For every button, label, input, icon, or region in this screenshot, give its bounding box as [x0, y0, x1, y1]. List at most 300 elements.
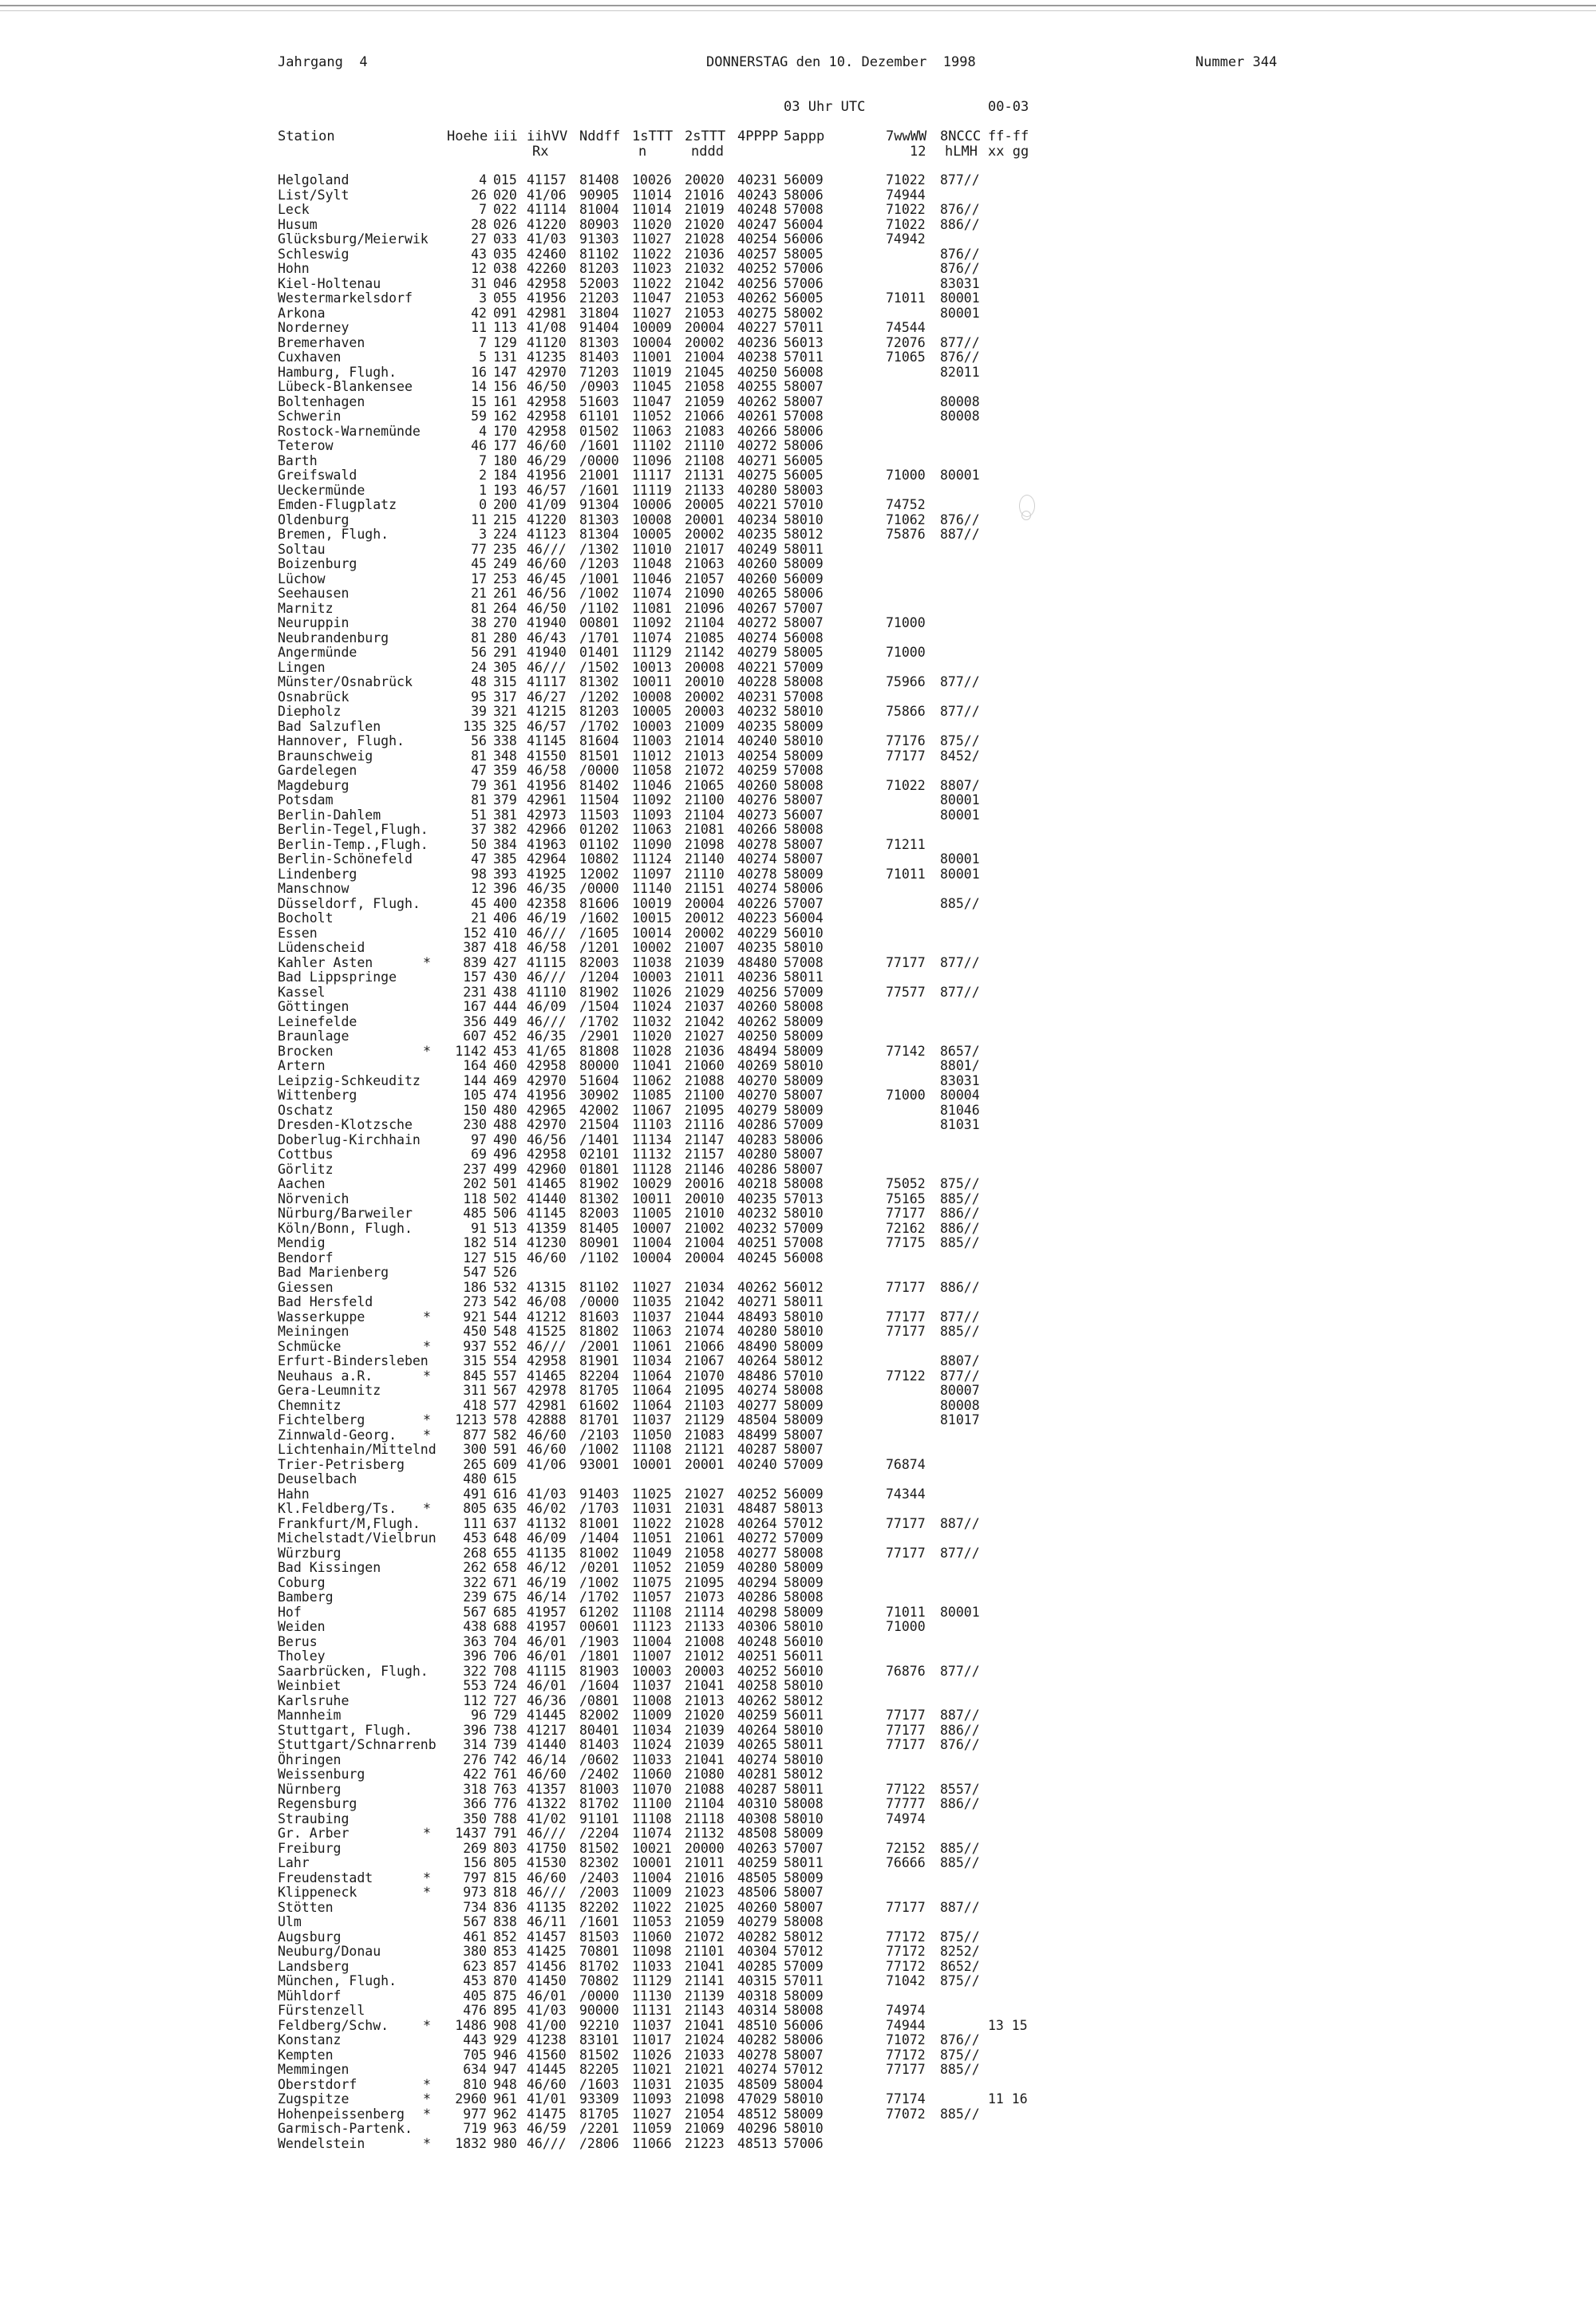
station-index: 499: [493, 1161, 517, 1177]
group-nddff: /1604: [579, 1678, 619, 1693]
table-row: [278, 2092, 1475, 2107]
group-2sttt: 21147: [685, 1131, 725, 1147]
station-height: 81: [471, 748, 487, 764]
group-5appp: 58011: [784, 1855, 824, 1870]
group-7wwww: 75165: [886, 1190, 926, 1206]
station-height: 45: [471, 556, 487, 571]
group-8nccc: 81031: [940, 1117, 980, 1132]
group-5appp: 58009: [784, 1412, 824, 1427]
group-5appp: 56010: [784, 1663, 824, 1679]
group-1sttt: 10011: [632, 1190, 672, 1206]
mountain-marker: *: [423, 1870, 431, 1885]
station-name: Tholey: [278, 1648, 326, 1664]
station-index: 616: [493, 1486, 517, 1502]
group-8nccc: 8807/: [940, 777, 980, 793]
table-row: [278, 705, 1475, 720]
table-row: [278, 1192, 1475, 1207]
group-iihvv: 41940: [527, 645, 567, 660]
station-index: 338: [493, 733, 517, 748]
group-2sttt: 21098: [685, 2091, 725, 2106]
table-row: [278, 2107, 1475, 2122]
mountain-marker: *: [423, 1412, 431, 1427]
station-height: 43: [471, 246, 487, 262]
group-5appp: 56005: [784, 290, 824, 306]
group-8nccc: 81046: [940, 1102, 980, 1118]
station-index: 729: [493, 1708, 517, 1723]
group-8nccc: 877//: [940, 172, 980, 188]
table-row: [278, 365, 1475, 381]
group-iihvv: 42961: [527, 792, 567, 807]
group-8nccc: 8657/: [940, 1043, 980, 1059]
group-1sttt: 11128: [632, 1161, 672, 1177]
station-index: 193: [493, 482, 517, 498]
group-nddff: /1502: [579, 659, 619, 675]
group-nddff: 81102: [579, 246, 619, 262]
station-name: Weinbiet: [278, 1678, 342, 1693]
group-nddff: /1102: [579, 1250, 619, 1265]
table-row: [278, 764, 1475, 779]
group-iihvv: 42958: [527, 423, 567, 439]
group-5appp: 58008: [784, 777, 824, 793]
group-7wwww: 77176: [886, 733, 926, 748]
station-height: 418: [463, 1397, 487, 1413]
station-height: 157: [463, 969, 487, 985]
station-name: Karlsruhe: [278, 1692, 350, 1708]
group-iihvv: 41956: [527, 468, 567, 483]
group-1sttt: 10001: [632, 1855, 672, 1870]
station-index: 162: [493, 409, 517, 424]
group-1sttt: 11064: [632, 1368, 672, 1384]
col-ff-ff: ff-ff: [988, 128, 1029, 144]
station-height: 273: [463, 1294, 487, 1309]
group-4pppp: 40272: [737, 615, 777, 630]
group-2sttt: 21044: [685, 1309, 725, 1325]
group-4pppp: 40264: [737, 1722, 777, 1738]
group-iihvv: 46/57: [527, 718, 567, 734]
station-height: 1142: [455, 1043, 487, 1059]
group-8nccc: 81017: [940, 1412, 980, 1427]
group-1sttt: 11100: [632, 1796, 672, 1811]
group-iihvv: 41215: [527, 704, 567, 719]
group-nddff: /0000: [579, 452, 619, 468]
group-2sttt: 21083: [685, 423, 725, 439]
station-name: Schleswig: [278, 246, 350, 262]
group-1sttt: 10009: [632, 320, 672, 335]
station-height: 269: [463, 1840, 487, 1856]
station-name: Osnabrück: [278, 689, 350, 705]
group-7wwww: 71022: [886, 172, 926, 188]
station-height: 231: [463, 984, 487, 1000]
group-4pppp: 40260: [737, 556, 777, 571]
group-2sttt: 20001: [685, 1456, 725, 1472]
group-8nccc: 885//: [940, 1840, 980, 1856]
group-5appp: 56012: [784, 1279, 824, 1295]
group-nddff: /1002: [579, 1574, 619, 1590]
table-row: [278, 2019, 1475, 2034]
station-index: 184: [493, 468, 517, 483]
group-7wwww: 77777: [886, 1796, 926, 1811]
group-5appp: 58011: [784, 969, 824, 985]
group-2sttt: 20002: [685, 527, 725, 542]
station-index: 582: [493, 1427, 517, 1443]
group-4pppp: 40281: [737, 1767, 777, 1782]
group-2sttt: 21157: [685, 1147, 725, 1162]
group-1sttt: 11017: [632, 2032, 672, 2047]
group-nddff: 61602: [579, 1397, 619, 1413]
group-nddff: 93309: [579, 2091, 619, 2106]
group-8nccc: 875//: [940, 1176, 980, 1191]
group-7wwww: 77072: [886, 2106, 926, 2122]
group-iihvv: 46/60: [527, 1870, 567, 1885]
group-1sttt: 11032: [632, 1013, 672, 1029]
group-2sttt: 21088: [685, 1781, 725, 1797]
station-name: Braunschweig: [278, 748, 373, 764]
group-2sttt: 21069: [685, 2121, 725, 2136]
group-8nccc: 80001: [940, 468, 980, 483]
group-5appp: 58010: [784, 2121, 824, 2136]
station-name: Teterow: [278, 438, 334, 453]
group-nddff: /1603: [579, 2076, 619, 2092]
group-nddff: /1801: [579, 1648, 619, 1664]
group-nddff: /2403: [579, 1870, 619, 1885]
group-2sttt: 21096: [685, 600, 725, 616]
group-4pppp: 48513: [737, 2135, 777, 2151]
group-5appp: 56005: [784, 452, 824, 468]
station-index: 857: [493, 1958, 517, 1974]
group-5appp: 57008: [784, 763, 824, 778]
group-iihvv: 46/14: [527, 1589, 567, 1605]
group-2sttt: 21039: [685, 1722, 725, 1738]
group-8nccc: 885//: [940, 1190, 980, 1206]
group-2sttt: 21039: [685, 954, 725, 970]
group-2sttt: 21141: [685, 1973, 725, 1988]
station-name: Hannover, Flugh.: [278, 733, 405, 748]
group-nddff: 81303: [579, 334, 619, 350]
group-2sttt: 21016: [685, 1870, 725, 1885]
group-1sttt: 11025: [632, 1486, 672, 1502]
table-row: [278, 1635, 1475, 1650]
group-iihvv: 46///: [527, 541, 567, 557]
group-iihvv: 41560: [527, 2047, 567, 2063]
group-5appp: 58011: [784, 1294, 824, 1309]
group-7wwww: 77177: [886, 1515, 926, 1531]
group-4pppp: 40280: [737, 1147, 777, 1162]
group-8nccc: 876//: [940, 349, 980, 365]
group-ff-ff: 13 15: [988, 2017, 1028, 2033]
table-row: [278, 277, 1475, 292]
group-nddff: /1504: [579, 999, 619, 1014]
group-5appp: 57008: [784, 1235, 824, 1250]
group-8nccc: 885//: [940, 1235, 980, 1250]
group-nddff: 00601: [579, 1619, 619, 1634]
station-index: 200: [493, 497, 517, 512]
group-5appp: 58011: [784, 1737, 824, 1752]
mountain-marker: *: [423, 1885, 431, 1900]
group-1sttt: 11020: [632, 1029, 672, 1044]
group-5appp: 58009: [784, 1988, 824, 2004]
group-7wwww: 72152: [886, 1840, 926, 1856]
group-1sttt: 11108: [632, 1810, 672, 1826]
group-4pppp: 40240: [737, 733, 777, 748]
group-nddff: 00801: [579, 615, 619, 630]
station-index: 321: [493, 704, 517, 719]
table-row: [278, 1369, 1475, 1384]
group-7wwww: 77122: [886, 1781, 926, 1797]
group-4pppp: 40245: [737, 1250, 777, 1265]
station-index: 382: [493, 822, 517, 837]
group-8nccc: 876//: [940, 511, 980, 527]
station-height: 4: [479, 423, 487, 439]
station-height: 705: [463, 2047, 487, 2063]
group-2sttt: 21070: [685, 1368, 725, 1384]
group-nddff: /2204: [579, 1826, 619, 1841]
group-iihvv: 42958: [527, 393, 567, 409]
station-index: 963: [493, 2121, 517, 2136]
station-index: 763: [493, 1781, 517, 1797]
table-row: [278, 1517, 1475, 1532]
table-row: [278, 173, 1475, 188]
group-nddff: 82003: [579, 954, 619, 970]
station-index: 224: [493, 527, 517, 542]
group-1sttt: 11074: [632, 630, 672, 646]
station-height: 3: [479, 290, 487, 306]
station-index: 554: [493, 1353, 517, 1368]
group-nddff: 82205: [579, 2062, 619, 2077]
group-4pppp: 40251: [737, 1235, 777, 1250]
station-height: 91: [471, 1220, 487, 1236]
station-name: Berlin-Dahlem: [278, 807, 381, 823]
group-4pppp: 40252: [737, 1663, 777, 1679]
station-index: 385: [493, 851, 517, 867]
group-1sttt: 11098: [632, 1944, 672, 1959]
group-1sttt: 11123: [632, 1619, 672, 1634]
station-index: 727: [493, 1692, 517, 1708]
group-8nccc: 886//: [940, 216, 980, 232]
group-5appp: 58006: [784, 1131, 824, 1147]
station-index: 776: [493, 1796, 517, 1811]
group-iihvv: 41956: [527, 777, 567, 793]
group-5appp: 57011: [784, 320, 824, 335]
station-index: 708: [493, 1663, 517, 1679]
mountain-marker: *: [423, 1043, 431, 1059]
group-iihvv: 41925: [527, 866, 567, 882]
station-name: Ulm: [278, 1914, 302, 1929]
group-nddff: 81901: [579, 1353, 619, 1368]
group-4pppp: 40287: [737, 1781, 777, 1797]
station-height: 26: [471, 187, 487, 203]
group-4pppp: 40229: [737, 925, 777, 941]
station-name: Leipzig-Schkeuditz: [278, 1072, 421, 1088]
group-5appp: 58008: [784, 1796, 824, 1811]
group-nddff: 80901: [579, 1235, 619, 1250]
group-iihvv: 42960: [527, 1161, 567, 1177]
group-5appp: 58010: [784, 1619, 824, 1634]
group-4pppp: 40285: [737, 1958, 777, 1974]
group-4pppp: 40260: [737, 571, 777, 586]
group-nddff: /1202: [579, 689, 619, 705]
station-height: 96: [471, 1708, 487, 1723]
group-5appp: 58007: [784, 1442, 824, 1457]
group-iihvv: 46/59: [527, 2121, 567, 2136]
station-name: Aachen: [278, 1176, 326, 1191]
table-row: [278, 395, 1475, 410]
group-7wwww: 71000: [886, 468, 926, 483]
station-index: 514: [493, 1235, 517, 1250]
group-2sttt: 21116: [685, 1117, 725, 1132]
group-2sttt: 21054: [685, 2106, 725, 2122]
col-n: n: [638, 144, 647, 160]
table-row: [278, 675, 1475, 690]
station-name: Artern: [278, 1058, 326, 1073]
group-iihvv: 41359: [527, 1220, 567, 1236]
station-index: 020: [493, 187, 517, 203]
station-name: Ueckermünde: [278, 482, 365, 498]
station-height: 47: [471, 851, 487, 867]
group-4pppp: 40315: [737, 1973, 777, 1988]
group-7wwww: 77177: [886, 1309, 926, 1325]
station-height: 167: [463, 999, 487, 1014]
table-row: [278, 424, 1475, 440]
group-1sttt: 11060: [632, 1929, 672, 1945]
group-iihvv: 41445: [527, 2062, 567, 2077]
group-5appp: 58011: [784, 1781, 824, 1797]
group-iihvv: 42973: [527, 807, 567, 823]
group-iihvv: 42966: [527, 822, 567, 837]
station-index: 177: [493, 438, 517, 453]
station-height: 977: [463, 2106, 487, 2122]
group-1sttt: 11020: [632, 216, 672, 232]
table-row: [278, 439, 1475, 454]
group-8nccc: 886//: [940, 1279, 980, 1295]
group-iihvv: 41145: [527, 733, 567, 748]
table-row: [278, 1340, 1475, 1355]
group-5appp: 58010: [784, 733, 824, 748]
group-1sttt: 11024: [632, 999, 672, 1014]
group-nddff: 61101: [579, 409, 619, 424]
group-4pppp: 40282: [737, 1929, 777, 1945]
station-height: 634: [463, 2062, 487, 2077]
col-hlmh: hLMH: [945, 144, 978, 160]
station-height: 239: [463, 1589, 487, 1605]
station-name: Dresden-Klotzsche: [278, 1117, 413, 1132]
station-height: 480: [463, 1471, 487, 1487]
table-row: [278, 1797, 1475, 1812]
station-height: 150: [463, 1102, 487, 1118]
station-index: 430: [493, 969, 517, 985]
group-4pppp: 40275: [737, 468, 777, 483]
station-index: 578: [493, 1412, 517, 1427]
group-iihvv: 46/01: [527, 1633, 567, 1649]
group-2sttt: 21066: [685, 1338, 725, 1354]
group-nddff: 81501: [579, 748, 619, 764]
station-index: 180: [493, 452, 517, 468]
group-1sttt: 11102: [632, 438, 672, 453]
group-2sttt: 21139: [685, 1988, 725, 2004]
table-row: [278, 749, 1475, 764]
station-height: 135: [463, 718, 487, 734]
table-row: [278, 1074, 1475, 1089]
group-7wwww: 77177: [886, 1899, 926, 1915]
table-row: [278, 306, 1475, 322]
station-name: Weissenburg: [278, 1767, 365, 1782]
group-iihvv: 41123: [527, 527, 567, 542]
station-name: Straubing: [278, 1810, 350, 1826]
station-name: Brocken: [278, 1043, 334, 1059]
group-iihvv: 41465: [527, 1176, 567, 1191]
station-index: 156: [493, 379, 517, 394]
group-5appp: 58006: [784, 2032, 824, 2047]
group-1sttt: 11024: [632, 1737, 672, 1752]
station-height: 51: [471, 807, 487, 823]
group-8nccc: 887//: [940, 527, 980, 542]
group-5appp: 58010: [784, 1324, 824, 1339]
group-2sttt: 21131: [685, 468, 725, 483]
station-index: 557: [493, 1368, 517, 1384]
station-height: 1: [479, 482, 487, 498]
issue-number: Nummer 344: [1195, 54, 1278, 70]
group-2sttt: 20002: [685, 689, 725, 705]
station-name: Lübeck-Blankensee: [278, 379, 413, 394]
station-index: 567: [493, 1383, 517, 1398]
group-2sttt: 21132: [685, 1826, 725, 1841]
group-4pppp: 40294: [737, 1574, 777, 1590]
station-name: Wittenberg: [278, 1088, 358, 1103]
table-row: [278, 572, 1475, 587]
table-row: [278, 1015, 1475, 1030]
group-nddff: 81808: [579, 1043, 619, 1059]
group-nddff: 10802: [579, 851, 619, 867]
group-nddff: 80401: [579, 1722, 619, 1738]
table-row: [278, 926, 1475, 942]
group-2sttt: 20002: [685, 334, 725, 350]
group-1sttt: 11047: [632, 290, 672, 306]
group-5appp: 58009: [784, 1870, 824, 1885]
group-7wwww: 77177: [886, 1545, 926, 1561]
station-name: Bocholt: [278, 910, 334, 926]
group-5appp: 58010: [784, 704, 824, 719]
station-height: 152: [463, 925, 487, 941]
group-iihvv: 46/60: [527, 1442, 567, 1457]
table-row: [278, 1251, 1475, 1266]
station-name: Öhringen: [278, 1751, 342, 1767]
station-index: 113: [493, 320, 517, 335]
col-1sttt: 1sTTT: [632, 128, 674, 144]
group-iihvv: 41212: [527, 1309, 567, 1325]
station-index: 410: [493, 925, 517, 941]
table-row: [278, 247, 1475, 263]
table-row: [278, 380, 1475, 395]
group-7wwww: 71062: [886, 511, 926, 527]
group-1sttt: 11052: [632, 1560, 672, 1575]
station-height: 5: [479, 349, 487, 365]
group-nddff: 81102: [579, 1279, 619, 1295]
station-height: 12: [471, 881, 487, 896]
station-name: Görlitz: [278, 1161, 334, 1177]
group-iihvv: 46/11: [527, 1914, 567, 1929]
group-nddff: 81402: [579, 777, 619, 793]
group-iihvv: 41157: [527, 172, 567, 188]
group-1sttt: 10011: [632, 674, 672, 689]
group-5appp: 58010: [784, 1751, 824, 1767]
group-iihvv: 42958: [527, 1147, 567, 1162]
group-5appp: 58005: [784, 246, 824, 262]
group-4pppp: 40252: [737, 1486, 777, 1502]
group-1sttt: 11037: [632, 1678, 672, 1693]
group-2sttt: 20012: [685, 910, 725, 926]
station-index: 022: [493, 202, 517, 217]
mountain-marker: *: [423, 2076, 431, 2092]
group-8nccc: 875//: [940, 733, 980, 748]
